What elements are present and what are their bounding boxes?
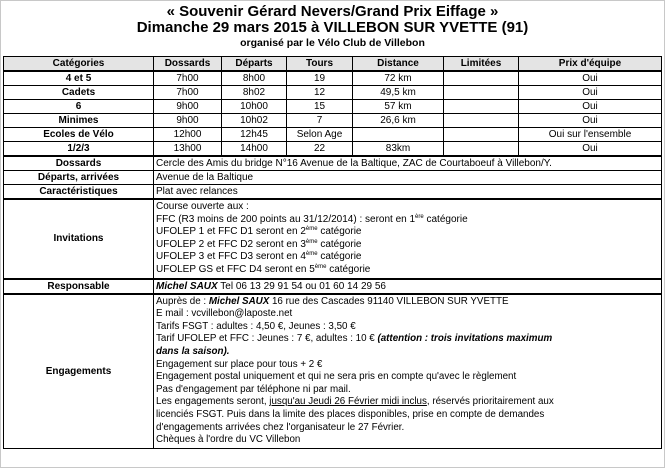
caracteristiques-row (4, 185, 662, 200)
row-distance: 72 km (353, 71, 444, 86)
event-title: « Souvenir Gérard Nevers/Grand Prix Eiffage » (166, 3, 499, 20)
invitation-line: UFOLEP 2 et FFC D2 seront en 3ème catégorie (156, 238, 362, 250)
row-tours: Selon Age (287, 128, 353, 142)
table-header-row (4, 57, 662, 72)
table-row (4, 128, 662, 142)
engagement-line: Les engagements seront, jusqu'au Jeudi 26 Février midi inclus, réservés prioritairement aux (156, 396, 554, 408)
row-limitees (444, 142, 519, 157)
engagement-line: Engagement sur place pour tous + 2 € (156, 358, 323, 370)
row-departs: 12h45 (222, 128, 287, 142)
dossards-location: Cercle des Amis du bridge N°16 Avenue de la Baltique, ZAC de Courtaboeuf à Villebon/Y. (154, 156, 662, 171)
table-row (4, 71, 662, 86)
engagements-details (154, 294, 662, 449)
invitation-line: FFC (R3 moins de 200 points au 31/12/2014) : seront en 1ère catégorie (156, 213, 468, 225)
row-limitees (444, 100, 519, 114)
invitation-line: UFOLEP GS et FFC D4 seront en 5ème catégorie (156, 263, 371, 275)
row-dossards: 7h00 (154, 71, 222, 86)
engagement-line: Tarifs FSGT : adultes : 4,50 €, Jeunes : 3,50 € (156, 320, 356, 332)
row-dossards: 9h00 (154, 100, 222, 114)
col-limitees: Limitées (444, 57, 519, 72)
row-departs: 14h00 (222, 142, 287, 157)
row-tours: 12 (287, 86, 353, 100)
row-category: Ecoles de Vélo (4, 128, 154, 142)
responsable-name: Michel SAUX (156, 280, 218, 292)
responsable-row (4, 279, 662, 294)
row-prix: Oui (519, 114, 662, 128)
row-category: Cadets (4, 86, 154, 100)
engagements-label: Engagements (4, 294, 154, 449)
row-tours: 15 (287, 100, 353, 114)
row-tours: 7 (287, 114, 353, 128)
invitations-details (154, 199, 662, 279)
responsable-details (154, 279, 662, 294)
race-info-table (3, 56, 662, 449)
row-dossards: 7h00 (154, 86, 222, 100)
row-departs: 10h00 (222, 100, 287, 114)
row-distance: 49,5 km (353, 86, 444, 100)
row-distance: 57 km (353, 100, 444, 114)
departs-location: Avenue de la Baltique (154, 171, 662, 185)
engagement-line: dans la saison). (156, 345, 230, 357)
engagement-line: licenciés FSGT. Puis dans la limite des places disponibles, prise en compte de demandes (156, 408, 545, 420)
row-tours: 22 (287, 142, 353, 157)
invitation-line: UFOLEP 1 et FFC D1 seront en 2ème catégorie (156, 226, 362, 238)
engagement-line: Chèques à l'ordre du VC Villebon (156, 434, 301, 446)
event-organizer: organisé par le Vélo Club de Villebon (240, 37, 425, 49)
row-prix: Oui (519, 86, 662, 100)
engagement-line: Engagement postal uniquement et qui ne sera pris en compte qu'avec le règlement (156, 371, 517, 383)
event-date-location: Dimanche 29 mars 2015 à VILLEBON SUR YVETTE (91) (136, 19, 529, 36)
row-category: Minimes (4, 114, 154, 128)
row-limitees (444, 86, 519, 100)
caracteristiques-value: Plat avec relances (154, 185, 662, 200)
departs-label: Départs, arrivées (4, 171, 154, 185)
col-departs: Départs (222, 57, 287, 72)
col-prix-equipe: Prix d'équipe (519, 57, 662, 72)
col-categories: Catégories (4, 57, 154, 72)
col-distance: Distance (353, 57, 444, 72)
table-row (4, 142, 662, 157)
row-limitees (444, 71, 519, 86)
departs-row (4, 171, 662, 185)
row-tours: 19 (287, 71, 353, 86)
row-departs: 10h02 (222, 114, 287, 128)
responsable-phone: Tel 06 13 29 91 54 ou 01 60 14 29 56 (217, 280, 386, 292)
row-dossards: 9h00 (154, 114, 222, 128)
row-distance: 83km (353, 142, 444, 157)
row-distance (353, 128, 444, 142)
engagement-line: Tarif UFOLEP et FFC : Jeunes : 7 €, adultes : 10 € (attention : trois invitations maximum (156, 333, 553, 345)
row-category: 4 et 5 (4, 71, 154, 86)
caracteristiques-label: Caractéristiques (4, 185, 154, 200)
dossards-label: Dossards (4, 156, 154, 171)
row-prix: Oui (519, 142, 662, 157)
col-tours: Tours (287, 57, 353, 72)
row-category: 6 (4, 100, 154, 114)
row-limitees (444, 114, 519, 128)
table-row (4, 86, 662, 100)
row-prix: Oui sur l'ensemble (519, 128, 662, 142)
engagements-row (4, 294, 662, 449)
row-category: 1/2/3 (4, 142, 154, 157)
invitations-row (4, 199, 662, 279)
table-row (4, 114, 662, 128)
engagement-line: Pas d'engagement par téléphone ni par mail. (156, 383, 351, 395)
row-limitees (444, 128, 519, 142)
engagement-line: d'engagements arrivées chez l'organisateur le 27 Février. (156, 421, 405, 433)
row-departs: 8h00 (222, 71, 287, 86)
engagement-line: Auprès de : Michel SAUX 16 rue des Cascades 91140 VILLEBON SUR YVETTE (156, 295, 509, 307)
table-row (4, 100, 662, 114)
invitations-intro: Course ouverte aux : (156, 201, 249, 212)
col-dossards: Dossards (154, 57, 222, 72)
row-prix: Oui (519, 71, 662, 86)
invitation-line: UFOLEP 3 et FFC D3 seront en 4ème catégorie (156, 251, 362, 263)
dossards-row (4, 156, 662, 171)
engagement-email: E mail : vcvillebon@laposte.net (156, 308, 293, 320)
row-departs: 8h02 (222, 86, 287, 100)
invitations-label: Invitations (4, 199, 154, 279)
row-prix: Oui (519, 100, 662, 114)
row-dossards: 12h00 (154, 128, 222, 142)
row-dossards: 13h00 (154, 142, 222, 157)
row-distance: 26,6 km (353, 114, 444, 128)
responsable-label: Responsable (4, 279, 154, 294)
